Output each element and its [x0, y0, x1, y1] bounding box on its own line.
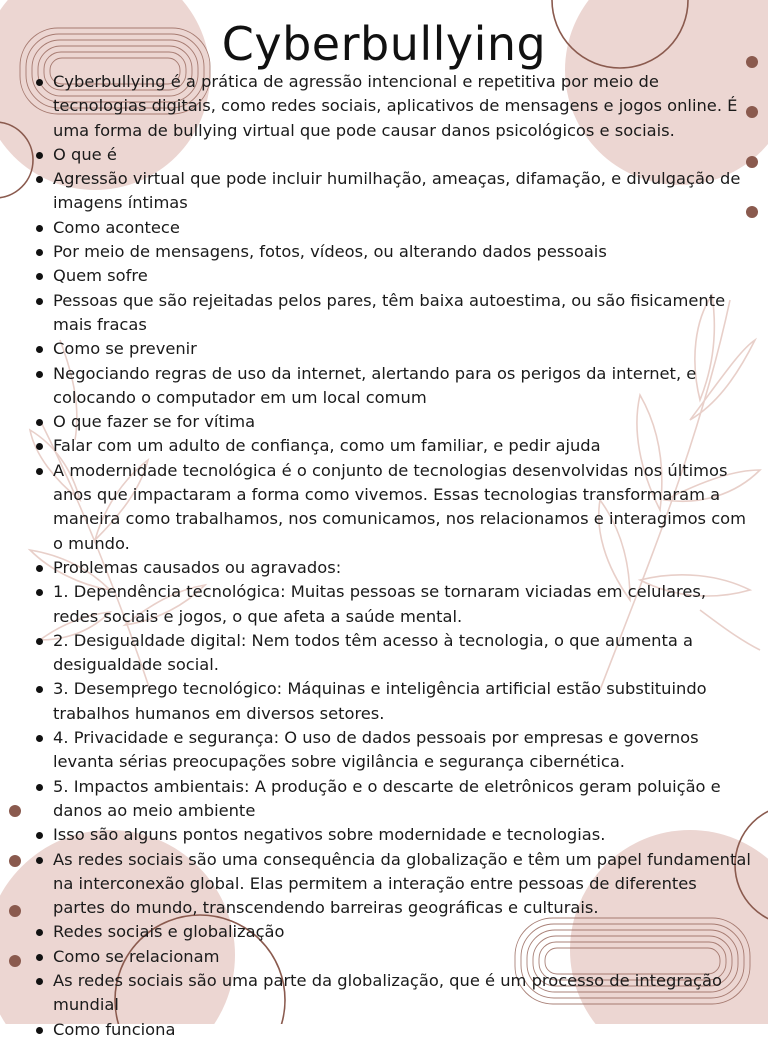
- list-item: O que é: [53, 143, 753, 167]
- list-item: Negociando regras de uso da internet, alertando para os perigos da internet, e colocando o computador em um local comum: [53, 362, 753, 411]
- list-item: Quem sofre: [53, 264, 753, 288]
- list-item: 1. Dependência tecnológica: Muitas pessoas se tornaram viciadas em celulares, redes sociais e jogos, o que afeta a saúde mental.: [53, 580, 753, 629]
- list-item: Como acontece: [53, 216, 753, 240]
- list-item: Pessoas que são rejeitadas pelos pares, têm baixa autoestima, ou são fisicamente mais fracas: [53, 289, 753, 338]
- list-item: Como se relacionam: [53, 945, 753, 969]
- list-item: Agressão virtual que pode incluir humilhação, ameaças, difamação, e divulgação de imagens íntimas: [53, 167, 753, 216]
- list-item: 4. Privacidade e segurança: O uso de dados pessoais por empresas e governos levanta sérias preocupações sobre vigilância e segurança cibernética.: [53, 726, 753, 775]
- list-item: 3. Desemprego tecnológico: Máquinas e inteligência artificial estão substituindo trabalhos humanos em diversos setores.: [53, 677, 753, 726]
- list-item: Como funciona: [53, 1018, 753, 1042]
- list-item: Falar com um adulto de confiança, como um familiar, e pedir ajuda: [53, 434, 753, 458]
- bullet-list: [53, 70, 753, 1042]
- list-item: Isso são alguns pontos negativos sobre modernidade e tecnologias.: [53, 823, 753, 847]
- list-item: Redes sociais e globalização: [53, 920, 753, 944]
- list-item: 5. Impactos ambientais: A produção e o descarte de eletrônicos geram poluição e danos ao meio ambiente: [53, 775, 753, 824]
- list-item: Como se prevenir: [53, 337, 753, 361]
- list-item: Problemas causados ou agravados:: [53, 556, 753, 580]
- list-item: O que fazer se for vítima: [53, 410, 753, 434]
- list-item: 2. Desigualdade digital: Nem todos têm acesso à tecnologia, o que aumenta a desigualdade social.: [53, 629, 753, 678]
- list-item: As redes sociais são uma parte da globalização, que é um processo de integração mundial: [53, 969, 753, 1018]
- list-item: As redes sociais são uma consequência da globalização e têm um papel fundamental na interconexão global. Elas permitem a interação entre pessoas de diferentes partes do mundo, transcendendo barreiras geográficas e culturais.: [53, 848, 753, 921]
- page-title: Cyberbullying: [221, 17, 547, 71]
- list-item: Cyberbullying é a prática de agressão intencional e repetitiva por meio de tecnologias digitais, como redes sociais, aplicativos de mensagens e jogos online. É uma forma de bullying virtual que pode causar danos psicológicos e sociais.: [53, 70, 753, 143]
- list-item: Por meio de mensagens, fotos, vídeos, ou alterando dados pessoais: [53, 240, 753, 264]
- list-item: A modernidade tecnológica é o conjunto de tecnologias desenvolvidas nos últimos anos que impactaram a forma como vivemos. Essas tecnologias transformaram a maneira como trabalhamos, nos comunicamos, nos relacionamos e interagimos com o mundo.: [53, 459, 753, 556]
